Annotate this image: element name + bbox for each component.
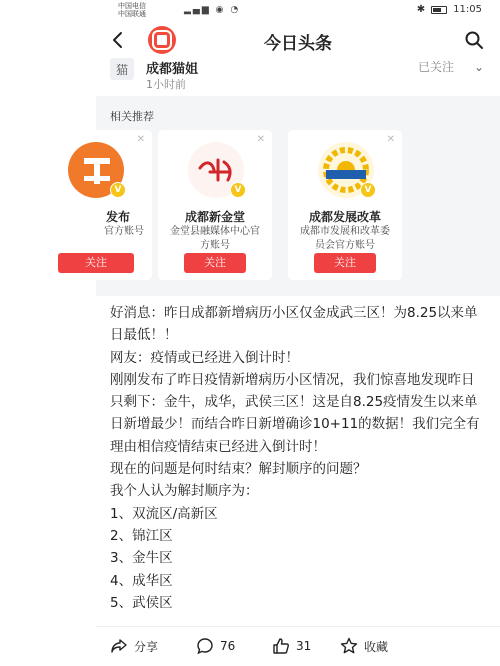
clock: 11:05 — [453, 4, 482, 15]
signal-icons: ▂▄▆ ◉ ◔ — [184, 5, 241, 15]
carrier-2: 中国联通 — [118, 10, 146, 18]
article-paragraph: 5、武侯区 — [110, 594, 173, 611]
status-bar — [96, 0, 500, 22]
thumbs-up-icon — [272, 637, 290, 655]
article-paragraph: 3、金牛区 — [110, 550, 173, 567]
author-row — [96, 58, 500, 96]
author-name[interactable]: 成都猫姐 — [146, 62, 199, 77]
battery-icon — [431, 6, 447, 14]
close-icon[interactable]: ✕ — [136, 134, 145, 145]
nav-bar — [96, 22, 500, 58]
follow-status-button[interactable]: 已关注 — [417, 60, 454, 74]
account-name: 成都新金堂 — [184, 210, 245, 224]
account-desc: 成都市发展和改革委 员会官方账号 — [300, 226, 390, 251]
follow-button[interactable]: 关注 — [314, 253, 376, 273]
article-paragraph: 4、成华区 — [110, 572, 173, 589]
verified-badge-icon: V — [110, 182, 126, 198]
like-count: 31 — [296, 639, 312, 653]
carrier-1: 中国电信 — [118, 2, 146, 10]
article-paragraph: 我个人认为解封顺序为： — [110, 483, 259, 500]
status-right — [417, 4, 482, 15]
verified-badge-icon: V — [360, 182, 376, 198]
search-icon[interactable] — [464, 30, 484, 50]
share-label: 分享 — [134, 639, 159, 654]
article-body — [96, 296, 500, 626]
article-paragraph: 1、双流区/高新区 — [110, 505, 218, 522]
page-title: 今日头条 — [264, 34, 332, 54]
article-paragraph: 现在的问题是何时结束？解封顺序的问题？ — [110, 461, 367, 478]
account-name: 成都发展改革 — [308, 210, 381, 224]
carrier-info — [118, 2, 146, 18]
author-avatar[interactable]: 猫 — [110, 58, 134, 80]
bluetooth-icon: ✱ — [416, 4, 426, 15]
like-button[interactable] — [272, 637, 311, 655]
recommend-card[interactable] — [158, 130, 272, 280]
comment-icon — [196, 637, 214, 655]
close-icon[interactable]: ✕ — [256, 134, 265, 145]
close-icon[interactable]: ✕ — [386, 134, 395, 145]
article-paragraph: 刚刚发布了昨日疫情新增病历小区情况，我们惊喜地发现昨日只剩下：金牛，成华，武侯三区！这是自8.25疫情发生以来单日新增最少！而结合昨日新增确诊10+11的数据！我们完全有理由相信疫情结束已经进入倒计时！ — [110, 371, 480, 455]
article-paragraph: 好消息：昨日成都新增病历小区仅金成武三区！为8.25以来单日最低！！ — [110, 305, 478, 344]
share-icon — [110, 637, 128, 655]
bottom-action-bar — [96, 626, 500, 666]
star-icon — [340, 637, 358, 655]
comment-count: 76 — [220, 639, 236, 653]
follow-button[interactable]: 关注 — [58, 253, 134, 273]
account-desc: 官方账号 — [104, 226, 144, 237]
post-time: 1小时前 — [146, 78, 186, 91]
account-desc: 金堂县融媒体中心官 方账号 — [170, 226, 260, 251]
favorite-label: 收藏 — [364, 639, 389, 654]
comment-button[interactable] — [196, 637, 235, 655]
recommend-card[interactable] — [38, 130, 152, 280]
chevron-down-icon[interactable]: ⌄ — [473, 60, 484, 74]
account-name: 发布 — [105, 210, 130, 224]
verified-badge-icon: V — [230, 182, 246, 198]
related-recommendations — [85, 96, 500, 296]
follow-button[interactable]: 关注 — [184, 253, 246, 273]
recommend-card[interactable] — [288, 130, 402, 280]
share-button[interactable] — [110, 637, 158, 655]
recommend-title: 相关推荐 — [110, 110, 154, 123]
article-paragraph: 2、锦江区 — [110, 527, 173, 544]
article-paragraph: 网友：疫情或已经进入倒计时！ — [110, 349, 299, 366]
favorite-button[interactable] — [340, 637, 388, 655]
